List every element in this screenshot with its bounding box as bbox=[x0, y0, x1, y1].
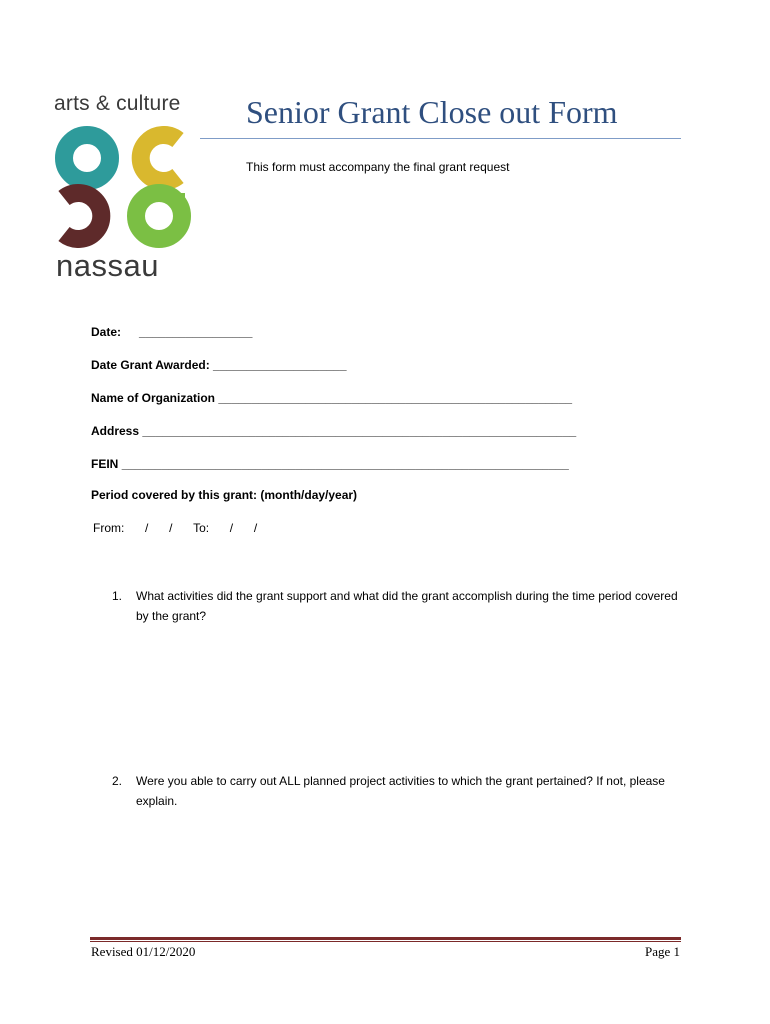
address-field[interactable] bbox=[91, 424, 576, 438]
period-row bbox=[93, 521, 257, 535]
organization-label: Name of Organization bbox=[91, 391, 216, 405]
logo-text-top: arts & culture bbox=[54, 92, 181, 115]
footer-divider-thick bbox=[90, 937, 681, 940]
date-awarded-field[interactable] bbox=[91, 358, 347, 372]
to-label: To: bbox=[193, 521, 210, 535]
organization-blank[interactable]: _____________________________________________________ bbox=[218, 391, 573, 405]
title-divider bbox=[200, 138, 681, 139]
date-awarded-blank[interactable]: ____________________ bbox=[213, 358, 347, 372]
question-1-text: What activities did the grant support and what did the grant accomplish during the time period covered by the grant? bbox=[136, 589, 678, 623]
from-separator-2[interactable]: / bbox=[169, 521, 173, 535]
logo-mark bbox=[54, 126, 194, 248]
question-2-number: 2. bbox=[112, 774, 123, 788]
question-2-text: Were you able to carry out ALL planned project activities to which the grant pertained? If not, please explain. bbox=[136, 774, 665, 808]
logo-green-stem bbox=[176, 193, 185, 225]
logo-text-bottom: nassau bbox=[56, 248, 159, 283]
page-title: Senior Grant Close out Form bbox=[246, 94, 618, 130]
address-label: Address bbox=[91, 424, 140, 438]
date-awarded-label: Date Grant Awarded: bbox=[91, 358, 210, 372]
from-separator-1[interactable]: / bbox=[145, 521, 149, 535]
period-label: Period covered by this grant: (month/day/year) bbox=[91, 488, 358, 502]
logo-maroon-c bbox=[64, 193, 101, 239]
form-subtitle: This form must accompany the final grant request bbox=[246, 160, 510, 174]
date-field[interactable] bbox=[91, 325, 252, 339]
date-blank[interactable]: _________________ bbox=[139, 325, 253, 339]
page-number: Page 1 bbox=[644, 944, 680, 959]
footer-divider-thin bbox=[90, 941, 681, 942]
logo-green-ring bbox=[136, 193, 182, 239]
to-separator-1[interactable]: / bbox=[229, 521, 234, 535]
fein-blank[interactable]: ___________________________________________________________________ bbox=[121, 457, 569, 471]
logo-yellow-c bbox=[141, 135, 178, 181]
to-separator-2[interactable]: / bbox=[253, 521, 258, 535]
date-label: Date: bbox=[91, 325, 122, 339]
revised-date: Revised 01/12/2020 bbox=[91, 944, 196, 959]
arts-culture-nassau-logo bbox=[52, 92, 197, 287]
organization-field[interactable] bbox=[91, 391, 572, 405]
address-blank[interactable]: _________________________________________________________________ bbox=[142, 424, 577, 438]
from-label: From: bbox=[93, 521, 125, 535]
fein-field[interactable] bbox=[91, 457, 569, 471]
fein-label: FEIN bbox=[91, 457, 119, 471]
logo-teal-ring bbox=[64, 135, 110, 181]
question-1-number: 1. bbox=[112, 589, 123, 603]
